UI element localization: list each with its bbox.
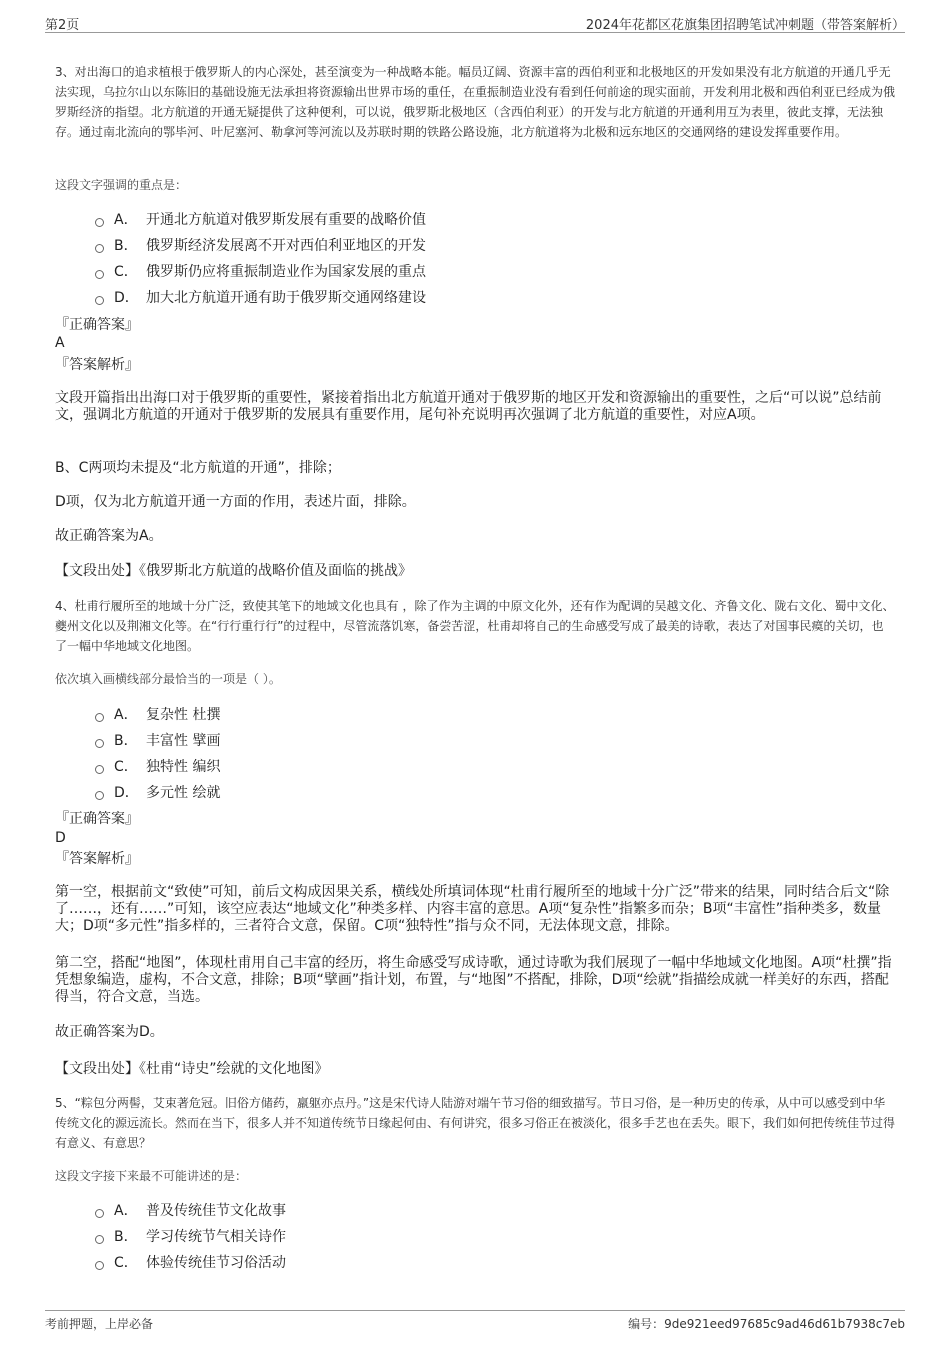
analysis-paragraph: B、C两项均未提及“北方航道的开通”，排除； — [55, 460, 341, 476]
radio-icon[interactable] — [95, 244, 104, 253]
option-a[interactable] — [95, 1197, 695, 1223]
option-text: 加大北方航道开通有助于俄罗斯交通网络建设 — [146, 290, 426, 306]
analysis-paragraph: D项，仅为北方航道开通一方面的作用，表述片面，排除。 — [55, 494, 416, 510]
analysis-paragraph: 文段开篇指出出海口对于俄罗斯的重要性，紧接着指出北方航道开通对于俄罗斯的地区开发和资源输出的重要性，之后“可以说”总结前文，强调北方航道的开通对于俄罗斯的发展具有重要作用，尾句补充说明再次强调了北方航道的重要性，对应A项。 — [55, 390, 882, 423]
source-citation: 【文段出处】《俄罗斯北方航道的战略价值及面临的挑战》 — [55, 563, 412, 579]
option-text: 开通北方航道对俄罗斯发展有重要的战略价值 — [146, 212, 426, 228]
analysis-paragraph: 故正确答案为D。 — [55, 1024, 164, 1040]
option-text: 多元性 绘就 — [146, 785, 221, 801]
answer-label: 『正确答案』 — [55, 811, 139, 827]
analysis-paragraph: 故正确答案为A。 — [55, 528, 163, 544]
option-text: 学习传统节气相关诗作 — [146, 1229, 286, 1245]
radio-icon[interactable] — [95, 296, 104, 305]
option-letter: A． — [114, 1203, 138, 1219]
option-d[interactable] — [95, 284, 695, 310]
question-5-options — [95, 1197, 695, 1275]
option-text: 普及传统佳节文化故事 — [146, 1203, 286, 1219]
option-b[interactable] — [95, 232, 695, 258]
footer-slogan: 考前押题，上岸必备 — [45, 1317, 154, 1331]
option-letter: C． — [114, 759, 138, 775]
option-text: 体验传统佳节习俗活动 — [146, 1255, 286, 1271]
option-letter: C． — [114, 264, 138, 280]
option-letter: C． — [114, 1255, 138, 1271]
option-text: 俄罗斯仍应将重振制造业作为国家发展的重点 — [146, 264, 426, 280]
answer-value: D — [55, 830, 66, 846]
radio-icon[interactable] — [95, 1261, 104, 1270]
answer-label: 『正确答案』 — [55, 317, 139, 333]
analysis-paragraph: 第一空，根据前文“致使”可知，前后文构成因果关系，横线处所填词体现“杜甫行履所至的地域十分广泛”带来的结果，同时结合后文“除了……，还有……”可知，该空应表达“地域文化”种类多样、内容丰富的意思。A项“复杂性”指繁多而杂；B项“丰富性”指种类多，数量大；D项“多元性”指多样的，三者符合文意，保留。C项“独特性”指与众不同，无法体现文意，排除。 — [55, 884, 890, 934]
question-5-prompt: 这段文字接下来最不可能讲述的是： — [55, 1169, 248, 1183]
page-number: 第2页 — [45, 18, 80, 33]
option-text: 独特性 编织 — [146, 759, 221, 775]
question-3-prompt: 这段文字强调的重点是： — [55, 178, 188, 192]
analysis-label: 『答案解析』 — [55, 357, 139, 373]
page-footer — [45, 1310, 905, 1335]
option-d[interactable] — [95, 779, 695, 805]
question-3-options — [95, 206, 695, 310]
radio-icon[interactable] — [95, 713, 104, 722]
question-4-options — [95, 701, 695, 805]
analysis-paragraph: 第二空，搭配“地图”，体现杜甫用自己丰富的经历，将生命感受写成诗歌，通过诗歌为我们展现了一幅中华地域文化地图。A项“杜撰”指凭想象编造，虚构，不合文意，排除；B项“擘画”指计划，布置，与“地图”不搭配，排除，D项“绘就”指描绘成就一样美好的东西，搭配得当，符合文意，当选。 — [55, 955, 892, 1005]
option-letter: B． — [114, 1229, 138, 1245]
option-letter: B． — [114, 733, 138, 749]
option-c[interactable] — [95, 753, 695, 779]
option-b[interactable] — [95, 727, 695, 753]
option-a[interactable] — [95, 701, 695, 727]
radio-icon[interactable] — [95, 1235, 104, 1244]
document-title: 2024年花都区花旗集团招聘笔试冲刺题（带答案解析） — [585, 18, 905, 33]
answer-value: A — [55, 335, 65, 351]
option-letter: A． — [114, 707, 138, 723]
radio-icon[interactable] — [95, 218, 104, 227]
option-c[interactable] — [95, 258, 695, 284]
radio-icon[interactable] — [95, 765, 104, 774]
question-5-text: 5、“粽包分两髻，艾束著危冠。旧俗方储药，羸躯亦点丹。”这是宋代诗人陆游对端午节习俗的细致描写。节日习俗，是一种历史的传承，从中可以感受到中华传统文化的源远流长。然而在当下，很多人并不知道传统节日缘起何由、有何讲究，很多习俗正在被淡化，很多手艺也在丢失。眼下，我们如何把传统佳节过得有意义、有意思？ — [55, 1096, 896, 1150]
option-b[interactable] — [95, 1223, 695, 1249]
option-letter: D． — [114, 785, 139, 801]
option-c[interactable] — [95, 1249, 695, 1275]
page-header — [45, 12, 905, 33]
radio-icon[interactable] — [95, 791, 104, 800]
radio-icon[interactable] — [95, 270, 104, 279]
radio-icon[interactable] — [95, 1209, 104, 1218]
question-4-prompt: 依次填入画横线部分最恰当的一项是（ ）。 — [55, 672, 281, 686]
option-text: 复杂性 杜撰 — [146, 707, 221, 723]
radio-icon[interactable] — [95, 739, 104, 748]
analysis-label: 『答案解析』 — [55, 851, 139, 867]
option-a[interactable] — [95, 206, 695, 232]
question-3-text: 3、对出海口的追求植根于俄罗斯人的内心深处，甚至演变为一种战略本能。幅员辽阔、资源丰富的西伯利亚和北极地区的开发如果没有北方航道的开通几乎无法实现，乌拉尔山以东陈旧的基础设施无法承担将资源输出世界市场的重任，在重振制造业没有看到任何前途的现实面前，开发利用北极和西伯利亚已经成为俄罗斯经济的指望。北方航道的开通无疑提供了这种便利，可以说，俄罗斯北极地区（含西伯利亚）的开发与北方航道的开通利用互为表里，彼此支撑，无法独存。通过南北流向的鄂毕河、叶尼塞河、勒拿河等河流以及苏联时期的铁路公路设施，北方航道将为北极和远东地区的交通网络的建设发挥重要作用。 — [55, 65, 896, 139]
option-letter: B． — [114, 238, 138, 254]
option-letter: D． — [114, 290, 139, 306]
option-text: 丰富性 擘画 — [146, 733, 221, 749]
option-letter: A． — [114, 212, 138, 228]
question-4-text: 4、杜甫行履所至的地域十分广泛，致使其笔下的地域文化也具有 ，除了作为主调的中原文化外，还有作为配调的吴越文化、齐鲁文化、陇右文化、蜀中文化、夔州文化以及荆湘文化等。在“行行重行行”的过程中，尽管流落饥寒，备尝苦涩，杜甫却将自己的生命感受写成了最美的诗歌，表达了对国事民瘼的关切，也 了一幅中华地域文化地图。 — [55, 599, 895, 653]
option-text: 俄罗斯经济发展离不开对西伯利亚地区的开发 — [146, 238, 426, 254]
source-citation: 【文段出处】《杜甫“诗史”绘就的文化地图》 — [55, 1061, 329, 1077]
document-id: 编号：9de921eed97685c9ad46d61b7938c7eb — [628, 1317, 905, 1331]
